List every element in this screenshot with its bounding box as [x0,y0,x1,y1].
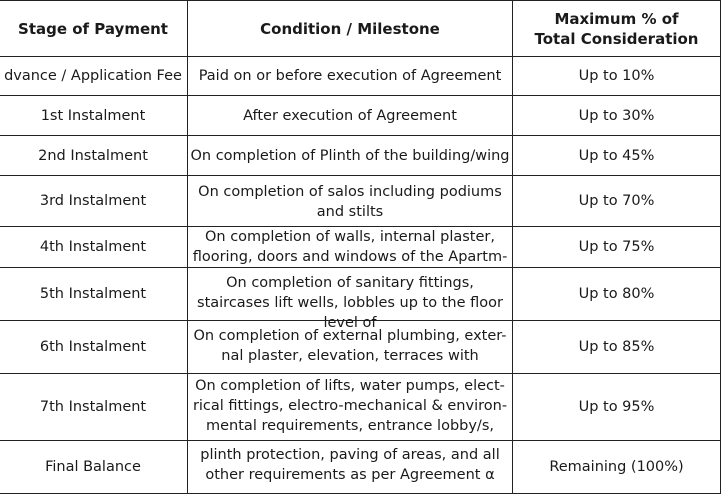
stage-cell: 6th Instalment [0,321,188,374]
stage-cell: 3rd Instalment [0,176,188,227]
percentage-cell: Up to 70% [513,176,721,227]
stage-cell: Final Balance [0,441,188,494]
condition-cell [188,441,513,494]
table-row [0,227,721,268]
percentage-cell: Up to 95% [513,374,721,441]
stage-cell: 2nd Instalment [0,136,188,176]
table-row [0,96,721,136]
header-max-line1: Maximum % of [554,9,679,28]
table-row [0,441,721,494]
percentage-cell: Up to 85% [513,321,721,374]
condition-cell [188,227,513,268]
condition-cell [188,136,513,176]
condition-text: plinth protection, paving of areas, and all other requirements as per Agreement α [200,447,500,483]
condition-text: On completion of Plinth of the building/wing [190,147,510,164]
condition-cell [188,374,513,441]
condition-cell [188,57,513,96]
table-row [0,374,721,441]
condition-text: On completion of salos including podiums and stilts [198,184,502,220]
stage-text: dvance / Application Fee [4,68,182,84]
percentage-cell: Up to 30% [513,96,721,136]
condition-text: Paid on or before execution of Agreement [198,68,502,84]
stage-cell: 4th Instalment [0,227,188,268]
condition-text: On completion of walls, internal plaster, flooring, doors and windows of the Apartm- [192,229,508,265]
header-stage: Stage of Payment [0,1,188,57]
condition-cell [188,176,513,227]
condition-cell [188,268,513,331]
condition-cell [188,321,513,374]
table-row [0,321,721,374]
condition-text: On completion of sanitary fittings, staircases lift wells, lobbles up to the floor level of [197,275,503,331]
table-row [0,136,721,176]
percentage-cell: Up to 75% [513,227,721,268]
condition-cell: After execution of Agreement [188,96,513,136]
header-max-percentage [513,1,721,57]
condition-text: On completion of lifts, water pumps, elect- rical fittings, electro-mechanical & environ- mental requirements, entrance lobby/s, [192,378,508,434]
table-header-row [0,1,721,57]
percentage-cell: Remaining (100%) [513,441,721,494]
table-row [0,57,721,96]
stage-cell: 7th Instalment [0,374,188,441]
percentage-cell: Up to 10% [513,57,721,96]
percentage-cell: Up to 45% [513,136,721,176]
table-row [0,268,721,321]
stage-cell: 1st Instalment [0,96,188,136]
stage-cell [0,57,188,96]
stage-cell: 5th Instalment [0,268,188,321]
percentage-cell: Up to 80% [513,268,721,321]
header-condition: Condition / Milestone [188,1,513,57]
condition-text: On completion of external plumbing, exter- nal plaster, elevation, terraces with [193,328,507,364]
header-max-line2: Total Consideration [534,29,699,48]
table-row [0,176,721,227]
